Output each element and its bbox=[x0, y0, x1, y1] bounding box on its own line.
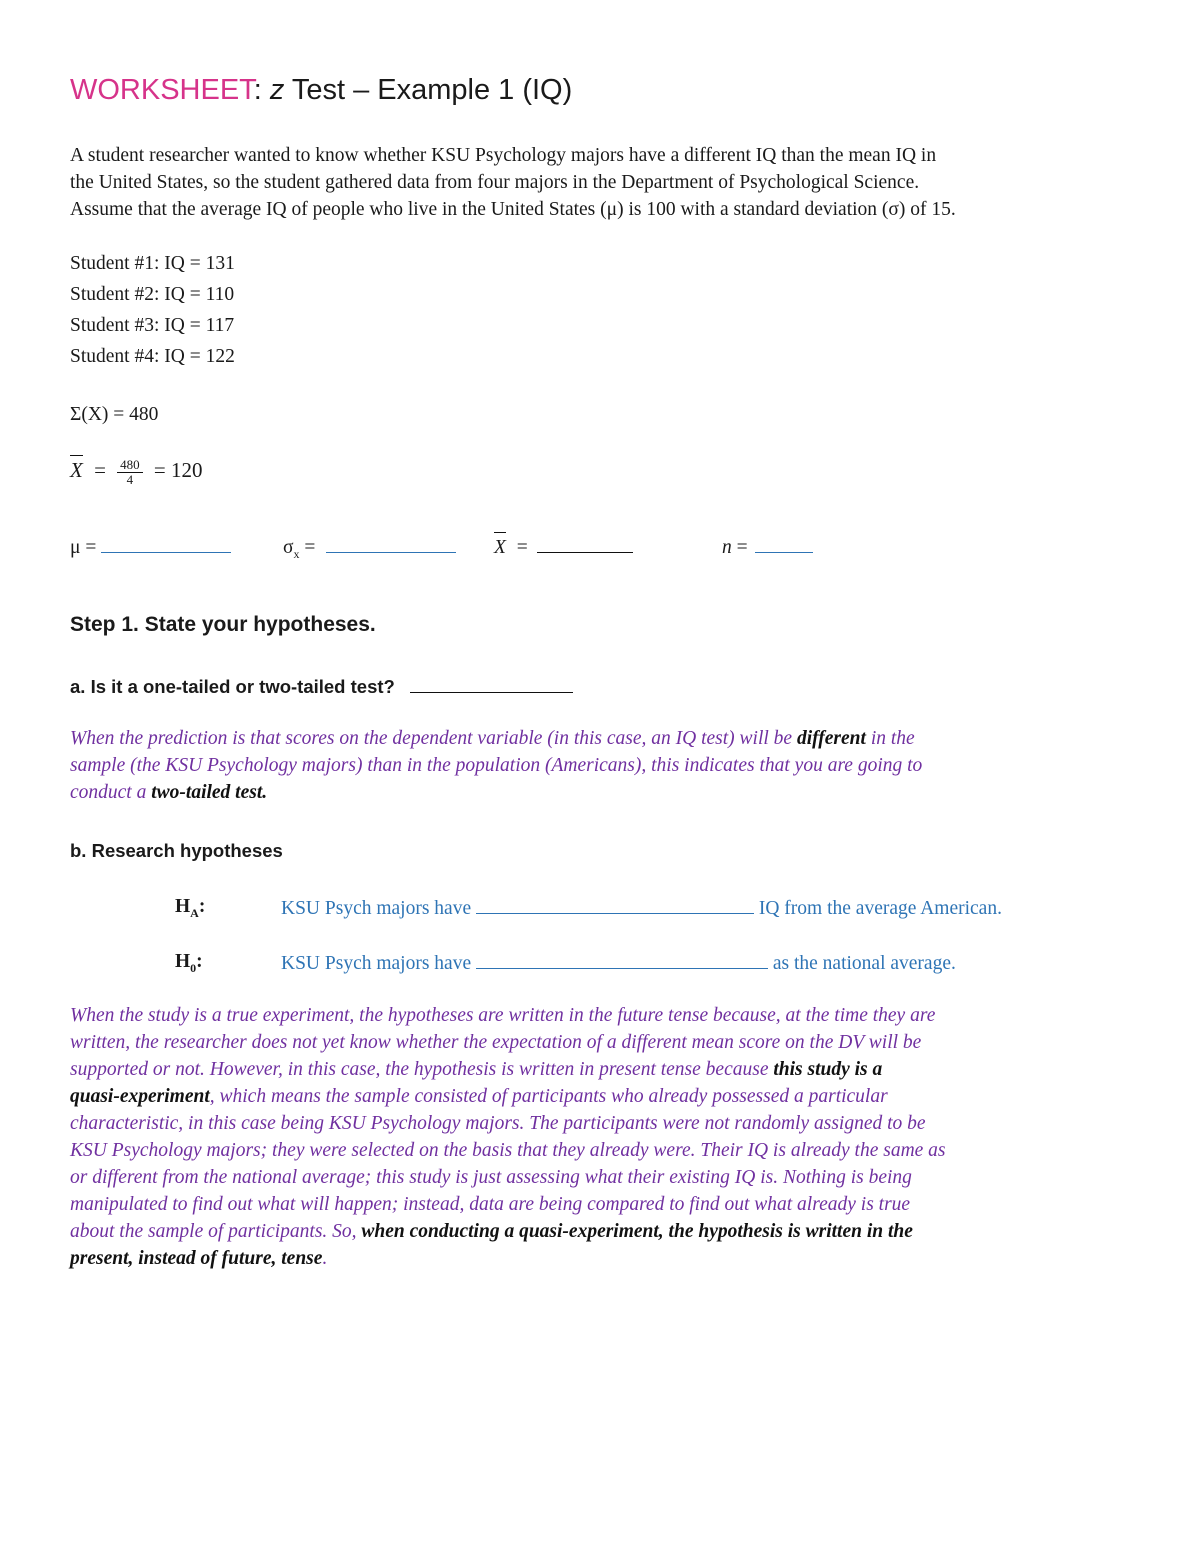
mean-result: = 120 bbox=[153, 458, 203, 482]
step1-heading: Step 1. State your hypotheses. bbox=[70, 613, 376, 636]
a-expl-line-3: conduct a two-tailed test. bbox=[70, 782, 268, 803]
quasi-line-10: present, instead of future, tense. bbox=[70, 1248, 328, 1269]
quasi-line-9: about the sample of participants. So, when conducting a quasi-experiment, the hypothesis is written in the bbox=[70, 1221, 913, 1242]
ha-statement: KSU Psych majors have IQ from the average American. bbox=[281, 893, 1002, 922]
sigma-field: $\sigma_x$ = bbox=[283, 532, 456, 568]
quasi-line-1: When the study is a true experiment, the hypotheses are written in the future tense because, at the time they are bbox=[70, 1005, 936, 1026]
h0-blank[interactable] bbox=[476, 948, 768, 969]
quasi-line-5: characteristic, in this case being KSU Psychology majors. The participants were not randomly assigned to be bbox=[70, 1113, 926, 1134]
mu-blank[interactable] bbox=[101, 532, 231, 553]
mean-formula: X = $\frac{480}{4}$ = 120 bbox=[70, 456, 203, 487]
mu-field: μ = bbox=[70, 532, 231, 561]
intro-line-1: A student researcher wanted to know whether KSU Psychology majors have a different IQ than the mean IQ in bbox=[70, 145, 937, 166]
a-expl-line-2: sample (the KSU Psychology majors) than in the population (Americans), this indicates that you are going to bbox=[70, 755, 923, 776]
ha-label: $H_A$: bbox=[175, 896, 206, 920]
student-4: Student #4: IQ = 122 bbox=[70, 346, 235, 367]
h0-statement: KSU Psych majors have as the national average. bbox=[281, 948, 956, 977]
mean-fraction: $\frac{480}{4}$ bbox=[117, 458, 143, 487]
quasi-line-7: or different from the national average; this study is just assessing what their existing IQ is. Nothing is being bbox=[70, 1167, 912, 1188]
worksheet-label: WORKSHEET bbox=[70, 74, 254, 106]
intro-line-3: Assume that the average IQ of people who live in the United States (μ) is 100 with a standard deviation (σ) of 15. bbox=[70, 199, 956, 220]
question-a: a. Is it a one-tailed or two-tailed test? bbox=[70, 672, 573, 698]
quasi-line-3: supported or not. However, in this case, the hypothesis is written in present tense because this study is a bbox=[70, 1059, 883, 1080]
sigma-blank[interactable] bbox=[326, 532, 456, 553]
xbar-blank[interactable] bbox=[537, 532, 633, 553]
quasi-line-2: written, the researcher does not yet know whether the expectation of a different mean score on the DV will be bbox=[70, 1032, 922, 1053]
quasi-line-8: manipulated to find out what will happen; instead, data are being compared to find out what already is true bbox=[70, 1194, 911, 1215]
h0-label: $H_0$: bbox=[175, 951, 203, 975]
n-field: n = bbox=[722, 532, 813, 561]
question-b: b. Research hypotheses bbox=[70, 840, 283, 861]
xbar-field: X = bbox=[494, 532, 633, 561]
student-2: Student #2: IQ = 110 bbox=[70, 284, 235, 305]
tail-answer-blank[interactable] bbox=[410, 672, 573, 693]
ha-blank[interactable] bbox=[476, 893, 754, 914]
page-title: WORKSHEET: z Test – Example 1 (IQ) bbox=[70, 74, 573, 106]
student-1: Student #1: IQ = 131 bbox=[70, 253, 235, 274]
xbar-symbol: X bbox=[70, 458, 83, 482]
quasi-line-6: KSU Psychology majors; they were selected on the basis that they already were. Their IQ is already the same as bbox=[70, 1140, 946, 1161]
a-expl-line-1: When the prediction is that scores on the dependent variable (in this case, an IQ test) will be different in the bbox=[70, 728, 915, 749]
n-blank[interactable] bbox=[755, 532, 813, 553]
intro-line-2: the United States, so the student gathered data from four majors in the Department of Psychological Science. bbox=[70, 172, 920, 193]
sum-of-x: Σ(X) = 480 bbox=[70, 404, 159, 425]
student-3: Student #3: IQ = 117 bbox=[70, 315, 235, 336]
quasi-line-4: quasi-experiment, which means the sample consisted of participants who already possessed a particular bbox=[70, 1086, 888, 1107]
